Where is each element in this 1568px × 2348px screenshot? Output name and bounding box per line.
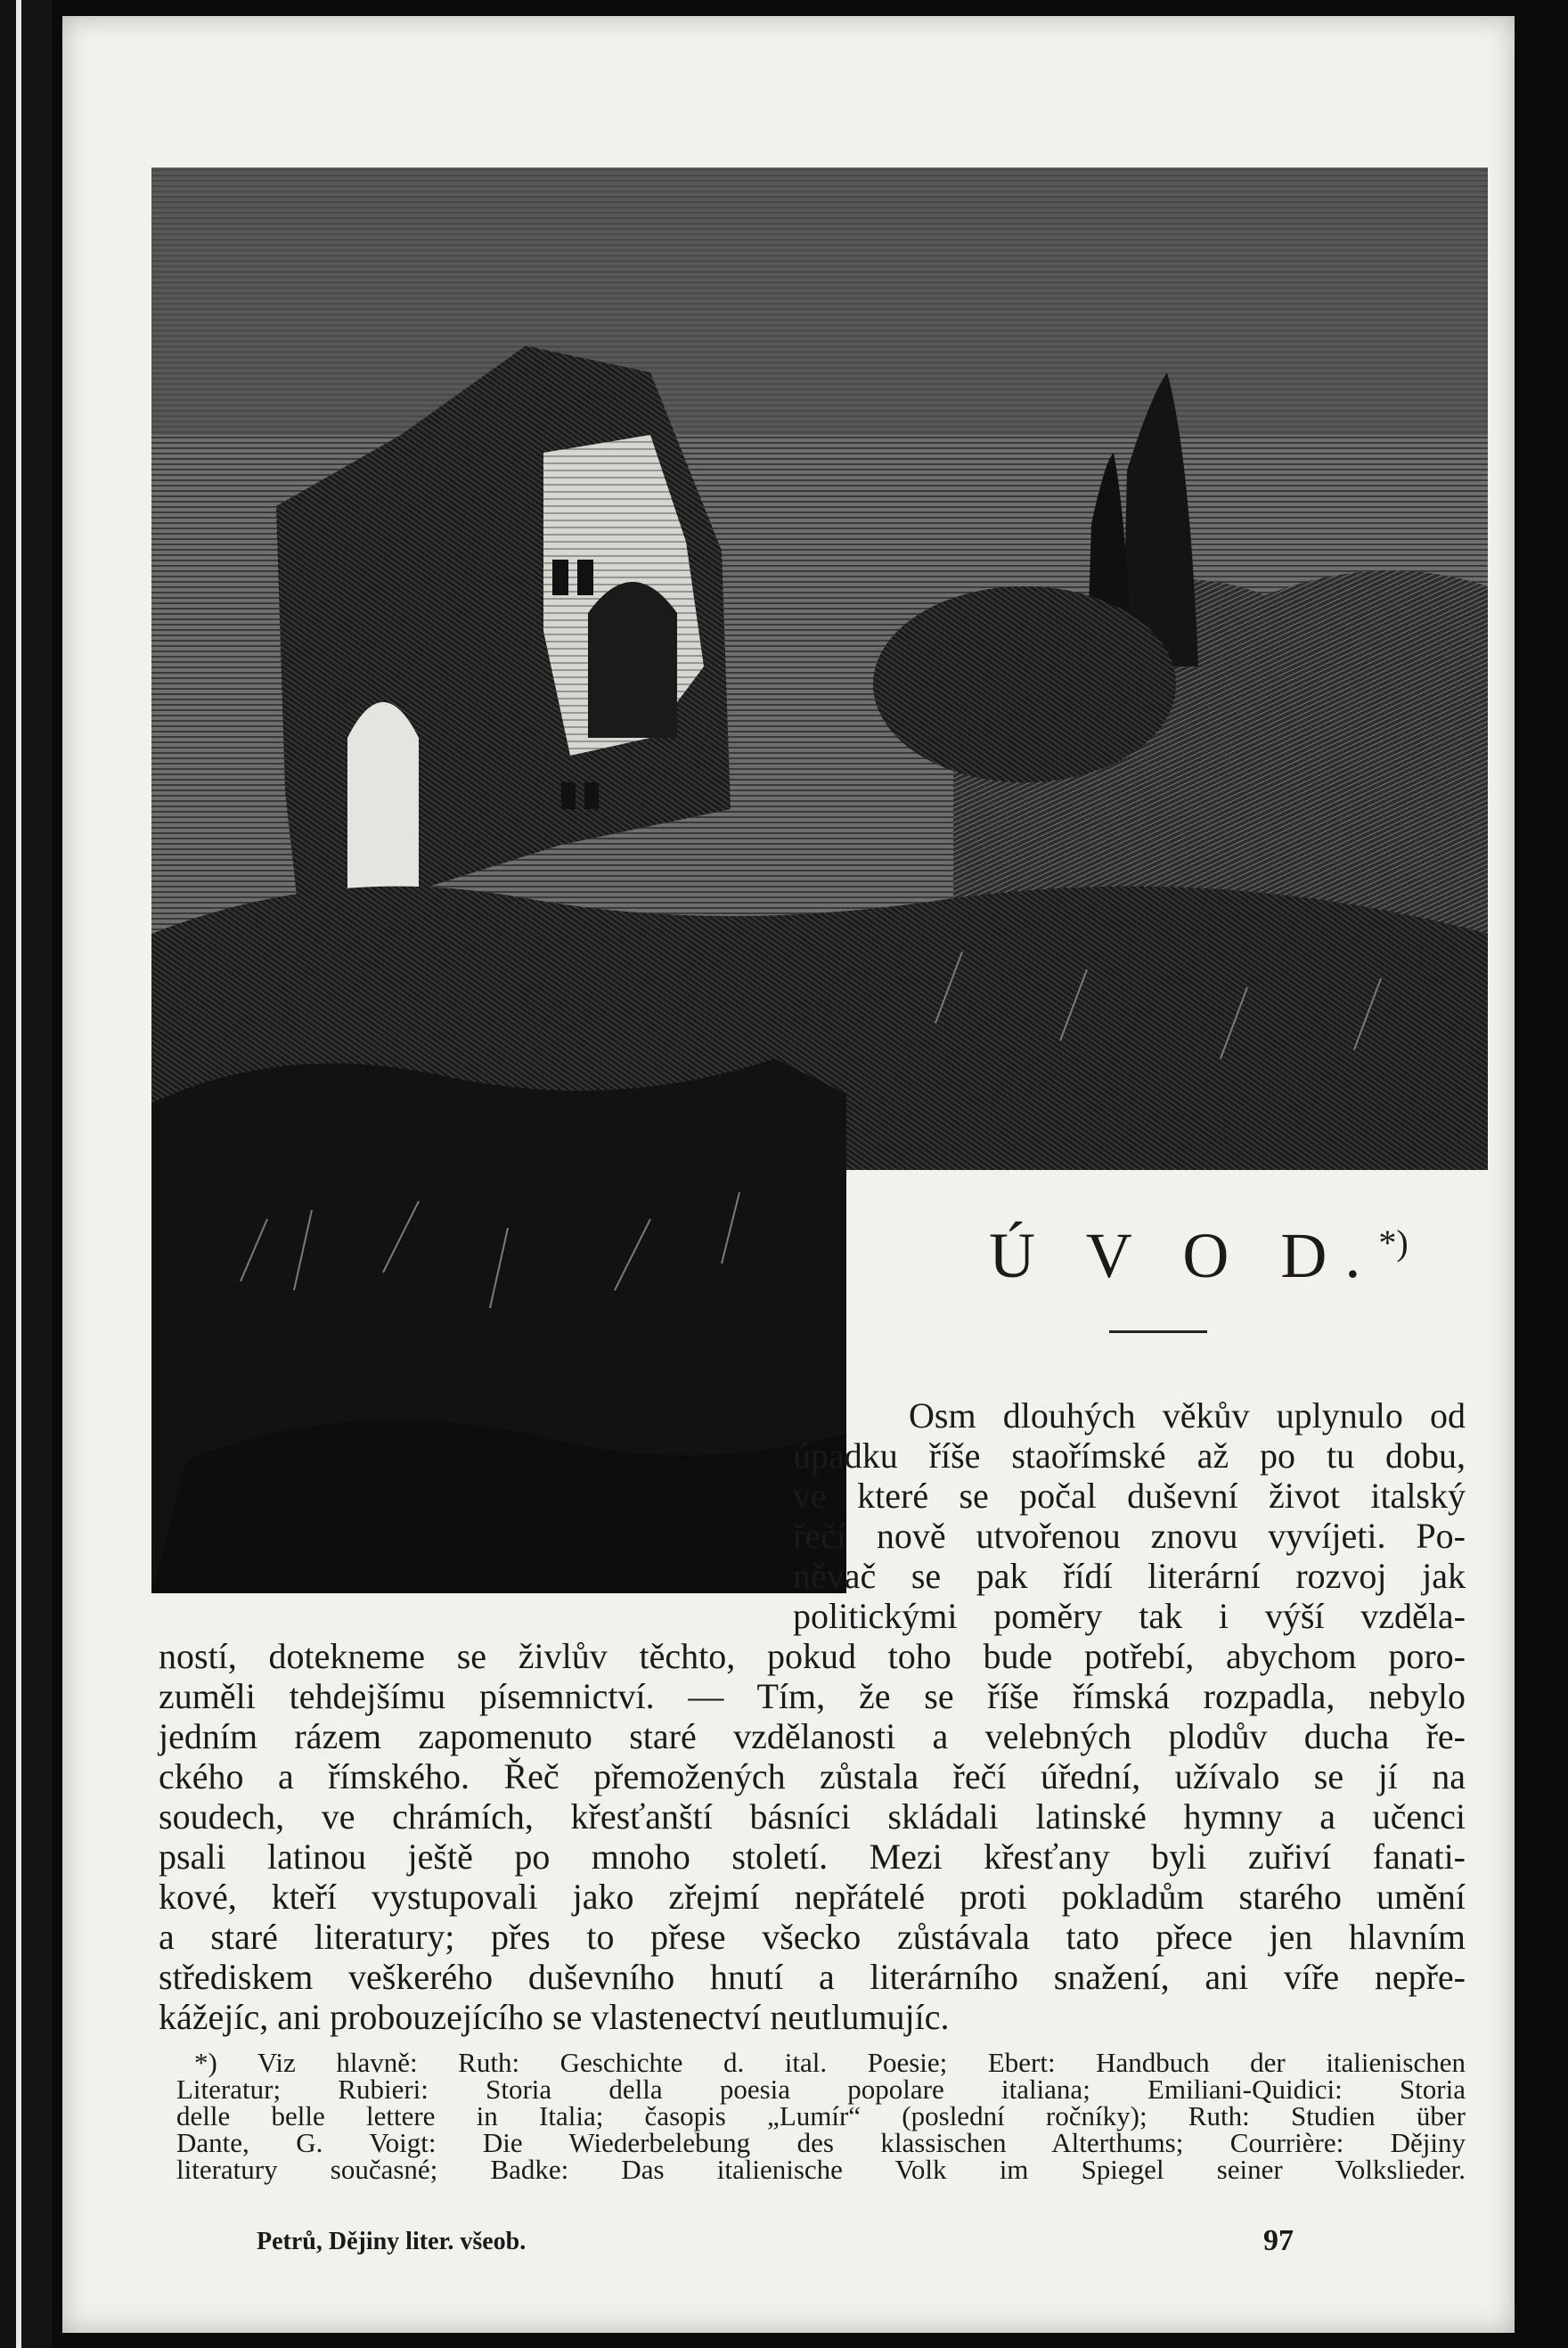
- text-line: jedním rázem zapomenuto staré vzdělanosti a velebných plodův ducha ře-: [159, 1716, 1466, 1756]
- running-footer: Petrů, Dějiny liter. všeob.: [257, 2228, 527, 2255]
- paragraph-opening: [793, 1395, 1466, 1636]
- footnote-marker: *): [1378, 1223, 1409, 1263]
- text-line: ckého a římského. Řeč přemožených zůstala řečí úřední, užívalo se jí na: [159, 1756, 1466, 1796]
- footnote: [176, 2049, 1466, 2183]
- footnote-line: Literatur; Rubieri: Storia della poesia popolare italiana; Emiliani-Quidici: Storia: [176, 2074, 1466, 2105]
- text-line: Osm dlouhých věkův uplynulo od: [909, 1395, 1466, 1436]
- title-divider: [1109, 1330, 1207, 1333]
- text-line: kové, kteří vystupovali jako zřejmí nepřátelé proti pokladům starého umění: [159, 1877, 1466, 1917]
- text-line: zuměli tehdejšímu písemnictví. — Tím, že se říše římská rozpadla, nebylo: [159, 1676, 1466, 1716]
- book-spine-edge: [0, 0, 52, 2348]
- text-line: úpadku říše staořímské až po tu dobu,: [793, 1436, 1466, 1476]
- footnote-line: Dante, G. Voigt: Die Wiederbelebung des klassischen Alterthums; Courrière: Dějiny: [176, 2127, 1466, 2158]
- text-line: ve které se počal duševní život italský: [793, 1476, 1466, 1516]
- text-line: ností, dotekneme se živlův těchto, pokud toho bude potřebí, abychom poro-: [159, 1636, 1466, 1676]
- book-page: [62, 16, 1515, 2333]
- text-line: psali latinou ještě po mnoho století. Mezi křesťany byli zuřiví fanati-: [159, 1837, 1466, 1877]
- footnote-line: delle belle lettere in Italia; časopis „Lumír“ (poslední ročníky); Ruth: Studien über: [176, 2100, 1466, 2131]
- footnote-line: literatury současné; Badke: Das italienische Volk im Spiegel seiner Volkslieder.: [176, 2154, 1466, 2185]
- text-line: politickými poměry tak i výší vzděla-: [793, 1596, 1466, 1636]
- text-line: soudech, ve chrámích, křesťanští básníci skládali latinské hymny a učenci: [159, 1796, 1466, 1837]
- footnote-line: *) Viz hlavně: Ruth: Geschichte d. ital. Poesie; Ebert: Handbuch der italienischen: [194, 2047, 1466, 2078]
- text-line: a staré literatury; přes to přese všecko zůstávala tato přece jen hlavním: [159, 1917, 1466, 1957]
- text-line: řečí nově utvořenou znovu vyvíjeti. Po-: [793, 1516, 1466, 1556]
- chapter-title: Ú V O D.*): [989, 1220, 1409, 1291]
- text-line: kážejíc, ani probouzejícího se vlastenectví neutlumujíc.: [159, 1997, 950, 2037]
- page-number: 97: [1263, 2224, 1294, 2257]
- paragraph-continued: [159, 1636, 1466, 2037]
- ruins-engraving-icon: [151, 168, 1488, 1593]
- text-line: něvač se pak řídí literární rozvoj jak: [793, 1556, 1466, 1596]
- text-line: střediskem veškerého duševního hnutí a literárního snažení, ani víře nepře-: [159, 1957, 1466, 1997]
